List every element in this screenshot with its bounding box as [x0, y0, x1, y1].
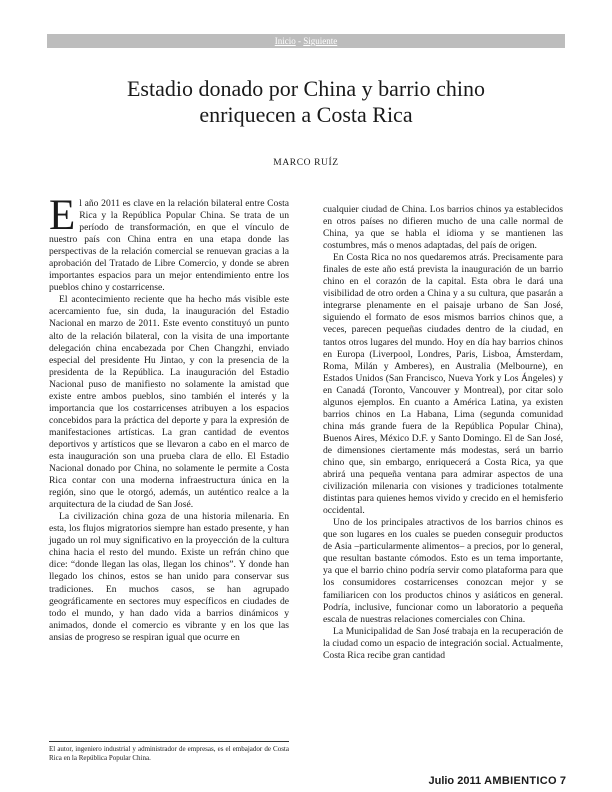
article-title-line-1: Estadio donado por China y barrio chino — [126, 76, 486, 101]
author-byline: MARCO RUÍZ — [273, 158, 339, 168]
paragraph-text: l año 2011 es clave en la relación bilateral entre Costa Rica y la República Popular China. Se trata de un período de transformación, en que el vínculo de nuestro país con China entra en una etapa donde las perspectivas de la relación comercial se renuevan gracias a la aprobación del Tratado de Libre Comercio, y donde se abren importantes espacios para un mejor entendimiento entre los pueblos chino y costarricense. — [49, 198, 289, 294]
nav-home-link[interactable]: Inicio — [274, 36, 296, 46]
top-navigation-bar — [47, 34, 565, 48]
nav-separator: - — [295, 36, 304, 46]
right-column — [323, 204, 563, 662]
magazine-name: AMBIENTICO — [484, 775, 557, 787]
paragraph: La Municipalidad de San José trabaja en la recuperación de la ciudad como un espacio de integración social. Actualmente, Costa Rica recibe gran cantidad — [323, 625, 563, 661]
paragraph: En Costa Rica no nos quedaremos atrás. Precisamente para finales de este año está prevista la inauguración de un barrio chino en el corazón de la capital. Esta obra le dará una visibilidad de otro orden a China y a su cultura, que pasarán a integrarse plenamente en el paisaje urbano de San José, siguiendo el formato de esos mismos barrios chinos que, a veces, parecen pequeñas ciudades dentro de la ciudad, en tantos otros lugares del mundo. Hoy en día hay barrios chinos en Europa (Liverpool, Londres, Paris, Lisboa, Ámsterdam, Roma, Milán y Amberes), en Australia (Melbourne), en Estados Unidos (San Francisco, Nueva York y Los Ángeles) y en Canadá (Toronto, Vancouver y Montreal), por citar solo algunos ejemplos. En cuanto a América Latina, ya existen barrios chinos en La Habana, Lima (segunda comunidad china más grande fuera de la República Popular China), Buenos Aires, México D.F. y Santo Domingo. El de San José, de dimensiones ciertamente más modestas, será un barrio chino que, sin embargo, enriquecerá a Costa Rica, ya que abrirá una pequeña ventana para admirar aspectos de una civilización milenaria con visiones y tradiciones totalmente distintas para quienes hemos vivido y crecido en el hemisferio occidental. — [323, 252, 563, 517]
paragraph: cualquier ciudad de China. Los barrios chinos ya establecidos en otros países no difieren mucho de una calle normal de China, ya que se habla el idioma y se mantienen las costumbres, más o menos adaptadas, del país de origen. — [323, 204, 563, 252]
nav-links — [47, 34, 565, 48]
issue-date: Julio 2011 — [428, 775, 482, 787]
paragraph: El acontecimiento reciente que ha hecho más visible este acercamiento fue, sin duda, la inauguración del Estadio Nacional en marzo de 2011. Este evento constituyó un punto alto de la relación bilateral, con la visita de una importante delegación china encabezada por Chen Changzhi, enviado especial del presidente Hu Jintao, y con la presencia de la presidenta de la República. La inauguración del Estadio Nacional puso de manifiesto no solamente la amistad que existe entre ambos pueblos, sino también el interés y la importancia que los costarricenses atribuyen a los espacios concebidos para la práctica del deporte y para la expresión de manifestaciones artísticas. La gran cantidad de eventos deportivos y artísticos que se llevaron a cabo en el marco de esta inauguración son una prueba clara de ello. El Estadio Nacional donado por China, no solamente le permite a Costa Rica contar con una moderna infraestructura única en la región, sino que le otorgó, además, un auténtico realce a la arquitectura de la ciudad de San José. — [49, 294, 289, 511]
author-footnote: El autor, ingeniero industrial y administrador de empresas, es el embajador de Costa Rica en la República Popular China. — [49, 745, 289, 762]
article-title-line-2: enriquecen a Costa Rica — [199, 102, 413, 127]
paragraph — [49, 192, 289, 294]
nav-next-link[interactable]: Siguiente — [303, 36, 338, 46]
left-column — [49, 192, 289, 644]
paragraph: Uno de los principales atractivos de los barrios chinos es que son lugares en los cuales se pueden conseguir productos de Asia –particularmente alimentos– a precios, por lo general, que resultan bastante cómodos. Esto es un tema importante, ya que el barrio chino podría servir como plataforma para que los consumidores costarricenses conozcan mejor y se familiaricen con los productos chinos y asiáticos en general. Podría, inclusive, funcionar como un laboratorio a pequeña escala de nuestras relaciones comerciales con China. — [323, 517, 563, 625]
page-number: 7 — [559, 775, 566, 787]
article-title — [80, 76, 532, 128]
paragraph: La civilización china goza de una historia milenaria. En esta, los flujos migratorios siempre han estado presente, y han jugado un rol muy significativo en la proyección de la cultura china hacia el resto del mundo. Existe un refrán chino que dice: “donde llegan las olas, llegan los chinos”. Y donde han llegado los chinos, estos se han unido para conservar sus tradiciones. En muchos casos, se han agrupado geográficamente en sectores muy específicos en ciudades de todo el mundo, y han dado vida a barrios dinámicos y animados, donde el comercio es vibrante y en los que las ansias de progreso se respiran igual que ocurre en — [49, 511, 289, 643]
drop-cap: E — [49, 192, 76, 239]
page-folio — [428, 775, 566, 787]
footnote-divider — [49, 741, 289, 742]
